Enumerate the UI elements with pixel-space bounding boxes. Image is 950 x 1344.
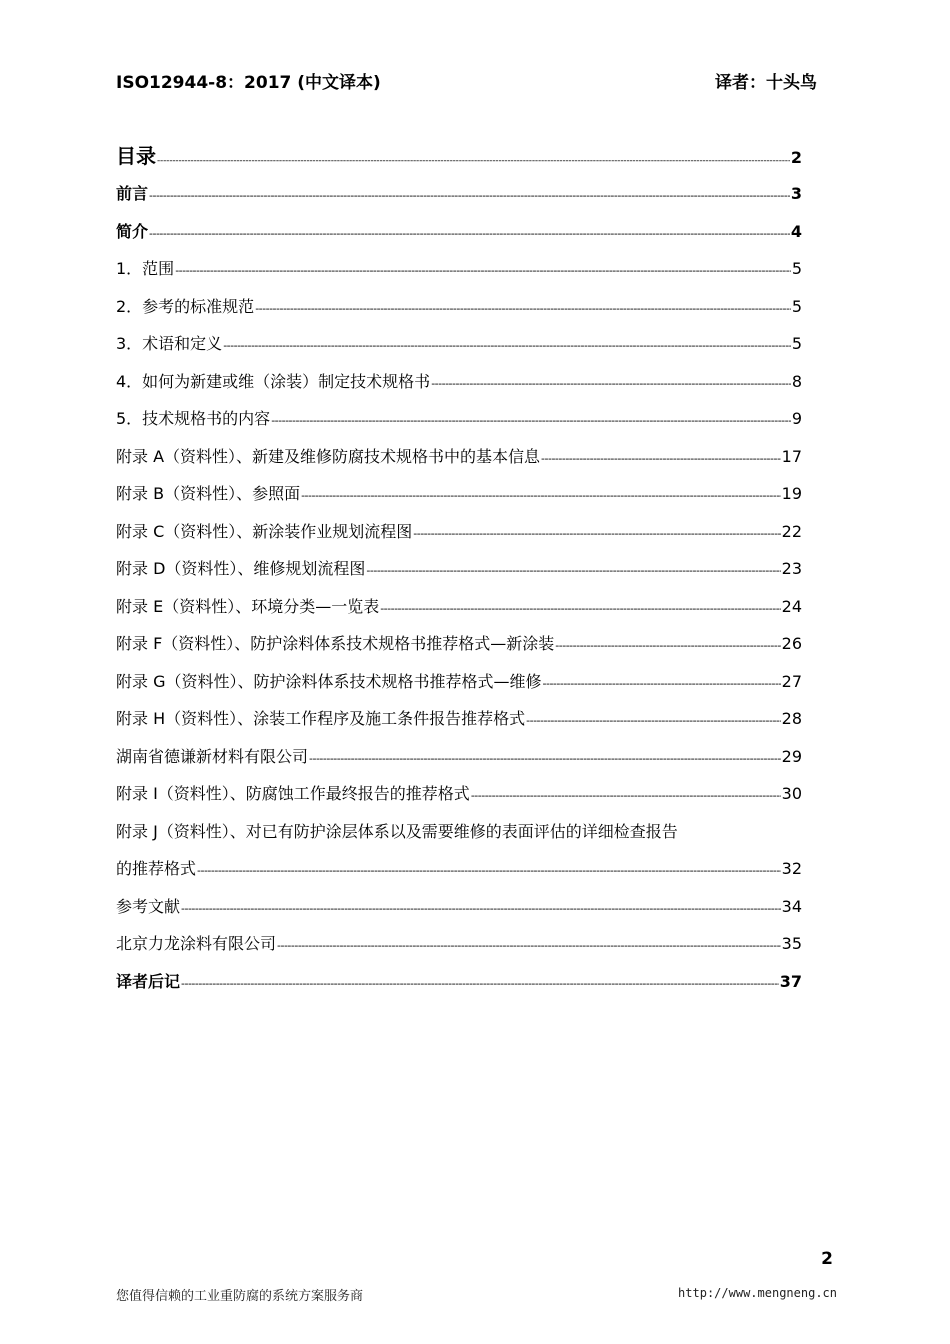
toc-entry-title-continued: 的推荐格式 [116, 859, 197, 878]
toc-entry-title: 附录 J（资料性）、对已有防护涂层体系以及需要维修的表面评估的详细检查报告 [116, 821, 678, 841]
dot-leader [301, 490, 781, 501]
toc-entry[interactable] [116, 669, 802, 707]
toc-entry-title: 附录 F（资料性）、防护涂料体系技术规格书推荐格式—新涂装 [116, 634, 555, 653]
dot-leader [380, 603, 780, 614]
dot-leader [413, 528, 780, 539]
dot-leader [471, 790, 781, 801]
translator-credit: 译者：十头鸟 [715, 73, 817, 93]
toc-entry[interactable] [116, 931, 802, 969]
toc-entry-title: 附录 I（资料性）、防腐蚀工作最终报告的推荐格式 [116, 784, 470, 803]
dot-leader [175, 265, 791, 276]
toc-entry-page: 29 [781, 746, 802, 766]
toc-entry-title: 参考文献 [116, 896, 181, 916]
toc-entry-title: 5．技术规格书的内容 [116, 409, 271, 428]
dot-leader [555, 640, 780, 651]
toc-entry-title: 北京力龙涂料有限公司 [116, 934, 277, 953]
toc-entry-title: 附录 C（资料性）、新涂装作业规划流程图 [116, 521, 413, 541]
dot-leader [526, 715, 781, 726]
toc-entry-title: 3．术语和定义 [116, 334, 223, 353]
toc-entry-title: 附录 G（资料性）、防护涂料体系技术规格书推荐格式—维修 [116, 671, 542, 691]
dot-leader [181, 903, 781, 914]
toc-entry-page: 30 [781, 784, 802, 803]
toc-entry[interactable] [116, 181, 802, 219]
page-number: 2 [821, 1249, 833, 1269]
toc-entry[interactable] [116, 969, 802, 1007]
dot-leader [543, 678, 781, 689]
toc-entry-page: 19 [781, 484, 802, 503]
dot-leader [277, 940, 781, 951]
toc-entry-title: 1．范围 [116, 259, 175, 278]
toc-entry[interactable] [116, 219, 802, 257]
toc-entry[interactable] [116, 444, 802, 482]
toc-entry[interactable] [116, 894, 802, 932]
toc-entry[interactable] [116, 294, 802, 332]
toc-entry-title: 目录 [116, 144, 156, 168]
toc-entry-page: 28 [781, 709, 802, 728]
toc-entry-page: 9 [791, 409, 802, 428]
toc-entry-title: 附录 D（资料性）、维修规划流程图 [116, 559, 366, 578]
toc-entry-page: 26 [781, 634, 802, 653]
toc-entry[interactable] [116, 556, 802, 594]
toc-entry[interactable] [116, 481, 802, 519]
dot-leader [255, 303, 791, 314]
toc-entry-page: 34 [781, 896, 802, 916]
toc-entry[interactable] [116, 406, 802, 444]
dot-leader [149, 190, 790, 201]
toc-entry-title: 译者后记 [116, 971, 181, 991]
page-header [116, 68, 817, 92]
toc-entry-title: 附录 E（资料性）、环境分类—一览表 [116, 596, 380, 616]
dot-leader [197, 865, 781, 876]
footer-slogan: 您值得信赖的工业重防腐的系统方案服务商 [116, 1289, 364, 1304]
toc-entry[interactable] [116, 744, 802, 782]
toc-entry-title: 2．参考的标准规范 [116, 296, 255, 316]
toc-entry-title: 前言 [116, 184, 149, 203]
toc-entry-page: 3 [790, 184, 802, 203]
toc-entry-title: 简介 [116, 221, 149, 241]
toc-entry[interactable] [116, 369, 802, 407]
toc-entry[interactable] [116, 706, 802, 744]
dot-leader [366, 565, 780, 576]
dot-leader [431, 378, 791, 389]
toc-entry[interactable] [116, 331, 802, 369]
toc-entry[interactable] [116, 594, 802, 632]
toc-entry-page: 27 [781, 671, 802, 691]
toc-entry-page: 32 [781, 859, 802, 878]
dot-leader [309, 753, 781, 764]
document-title: ISO12944-8：2017 (中文译本) [116, 73, 381, 93]
toc-entry-page: 23 [781, 559, 802, 578]
toc-entry-page: 2 [790, 148, 802, 167]
toc-entry-page: 37 [779, 971, 802, 991]
toc-entry-page: 8 [791, 371, 802, 391]
dot-leader [223, 340, 791, 351]
toc-entry-page: 5 [791, 334, 802, 353]
dot-leader [157, 157, 790, 166]
toc-entry-page: 5 [791, 259, 802, 278]
toc-entry[interactable] [116, 256, 802, 294]
dot-leader [181, 978, 779, 989]
toc-entry-title: 附录 A（资料性）、新建及维修防腐技术规格书中的基本信息 [116, 446, 541, 466]
toc-entry[interactable] [116, 781, 802, 819]
toc-entry[interactable] [116, 140, 802, 181]
toc-entry[interactable] [116, 856, 802, 894]
toc-entry-page: 35 [781, 934, 802, 953]
dot-leader [271, 415, 791, 426]
toc-entry-page: 22 [781, 521, 802, 541]
dot-leader [541, 453, 781, 464]
toc-entry-title: 附录 H（资料性）、涂装工作程序及施工条件报告推荐格式 [116, 709, 526, 728]
toc-entry[interactable] [116, 519, 802, 557]
toc-entry-page: 17 [781, 446, 802, 466]
toc-entry-line1[interactable] [116, 819, 802, 857]
toc-entry-page: 24 [781, 596, 802, 616]
toc-entry-title: 4．如何为新建或维（涂装）制定技术规格书 [116, 371, 431, 391]
toc-entry[interactable] [116, 631, 802, 669]
dot-leader [149, 228, 790, 239]
table-of-contents [116, 140, 802, 1006]
toc-entry-page: 4 [790, 221, 802, 241]
footer-url[interactable]: http://www.mengneng.cn [678, 1286, 837, 1300]
toc-entry-title: 附录 B（资料性）、参照面 [116, 484, 301, 503]
toc-entry-page: 5 [791, 296, 802, 316]
toc-entry-title: 湖南省德谦新材料有限公司 [116, 746, 309, 766]
